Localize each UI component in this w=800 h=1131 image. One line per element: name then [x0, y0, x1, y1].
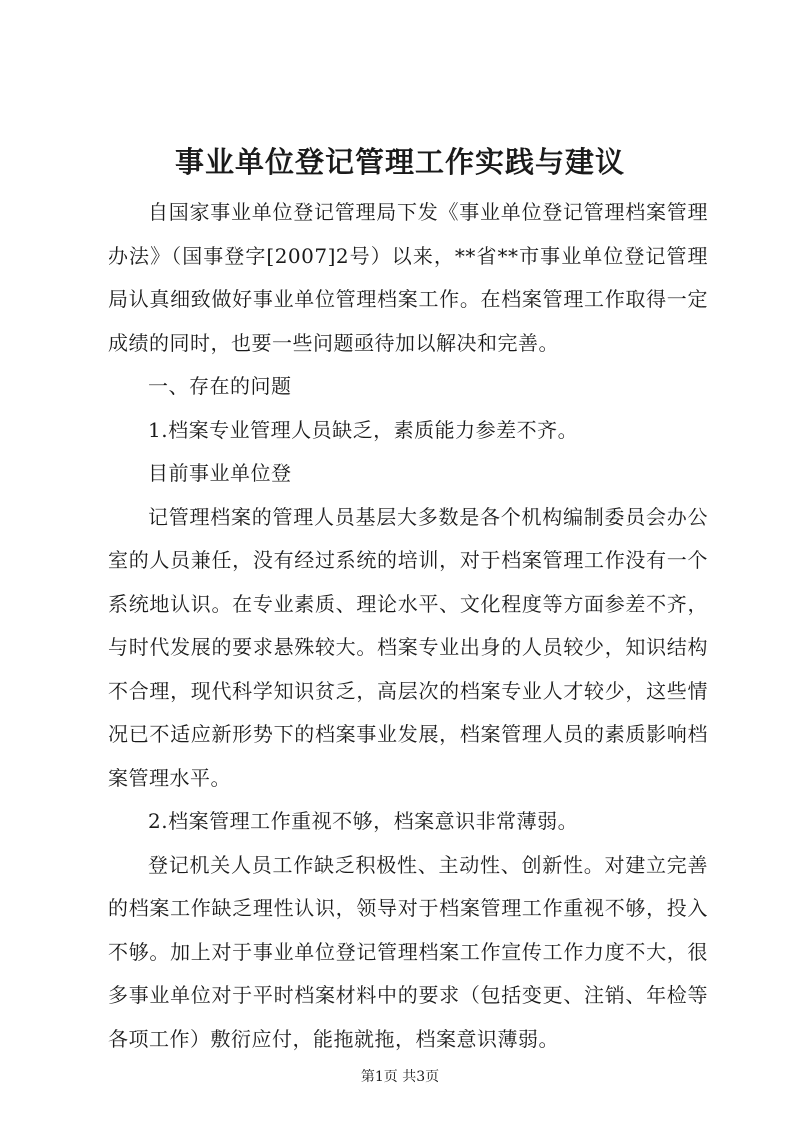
section-heading: 一、存在的问题 [148, 374, 292, 398]
paragraph-staff: 记管理档案的管理人员基层大多数是各个机构编制委员会办公室的人员兼任，没有经过系统的培训，对于档案管理工作没有一个系统地认识。在专业素质、理论水平、文化程度等方面参差不齐，与时代发展的要求悬殊较大。档案专业出身的人员较少，知识结构不合理，现代科学知识贫乏，高层次的档案专业人才较少，这些情况已不适应新形势下的档案事业发展，档案管理人员的素质影响档案管理水平。 [108, 504, 708, 790]
document-body [108, 191, 708, 1061]
paragraph-fragment: 目前事业单位登 [148, 461, 292, 485]
subheading-2: 2.档案管理工作重视不够，档案意识非常薄弱。 [148, 809, 579, 833]
document-title: 事业单位登记管理工作实践与建议 [174, 145, 625, 179]
paragraph-awareness: 登记机关人员工作缺乏积极性、主动性、创新性。对建立完善的档案工作缺乏理性认识，领导对于档案管理工作重视不够，投入不够。加上对于事业单位登记管理档案工作宣传工作力度不大，很多事业单位对于平时档案材料中的要求（包括变更、注销、年检等各项工作）敷衍应付，能拖就拖，档案意识薄弱。 [108, 852, 708, 1051]
page-number: 第1页 共3页 [360, 1069, 440, 1085]
subheading-1: 1.档案专业管理人员缺乏，素质能力参差不齐。 [148, 417, 579, 442]
paragraph-intro: 自国家事业单位登记管理局下发《事业单位登记管理档案管理办法》（国事登字[2007]2号）以来，**省**市事业单位登记管理局认真细致做好事业单位管理档案工作。在档案管理工作取得一定成绩的同时，也要一些问题亟待加以解决和完善。 [108, 200, 708, 355]
